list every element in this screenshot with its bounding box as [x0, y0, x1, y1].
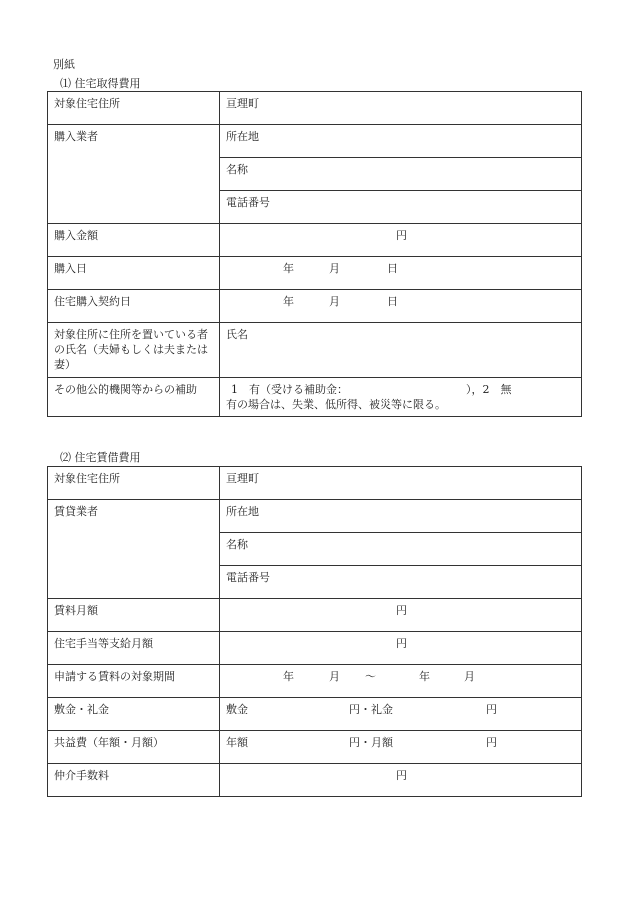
month-unit: 月	[329, 295, 340, 308]
yen-unit: 円	[396, 769, 407, 782]
vendor-location-field[interactable]: 所在地	[220, 125, 582, 158]
monthly-rent-field[interactable]	[220, 599, 582, 632]
resident-name-field[interactable]: 氏名	[220, 323, 582, 378]
landlord-label: 賃貸業者	[48, 500, 220, 599]
subsidy-yes-option: 1 有（受ける補助金：	[231, 383, 348, 396]
purchase-date-label: 購入日	[48, 257, 220, 290]
day-unit: 日	[387, 262, 398, 275]
end-year-unit: 年	[419, 670, 430, 683]
rental-address-label: 対象住宅住所	[48, 467, 220, 500]
landlord-phone-field[interactable]: 電話番号	[220, 566, 582, 599]
section1-title: ⑴ 住宅取得費用	[60, 77, 141, 90]
address-label: 対象住宅住所	[48, 92, 220, 125]
yen-unit: 円	[486, 703, 497, 716]
subsidy-field[interactable]	[220, 378, 582, 417]
key-money-text: 円・礼金	[349, 703, 393, 716]
section2-title: ⑵ 住宅賃借費用	[60, 451, 141, 464]
purchase-amount-field[interactable]	[220, 224, 582, 257]
monthly-text: 円・月額	[349, 736, 393, 749]
yen-unit: 円	[396, 604, 407, 617]
vendor-name-field[interactable]: 名称	[220, 158, 582, 191]
deposit-field[interactable]	[220, 698, 582, 731]
common-fee-label: 共益費（年額・月額）	[48, 731, 220, 764]
housing-rental-table	[47, 466, 582, 797]
housing-acquisition-table	[47, 91, 582, 417]
landlord-location-field[interactable]: 所在地	[220, 500, 582, 533]
purchase-amount-label: 購入金額	[48, 224, 220, 257]
annual-text: 年額	[226, 736, 248, 749]
month-unit: 月	[329, 262, 340, 275]
subsidy-note: 有の場合は、失業、低所得、被災等に限る。	[226, 398, 446, 411]
deposit-label: 敷金・礼金	[48, 698, 220, 731]
deposit-text: 敷金	[226, 703, 248, 716]
subsidy-no-option: ），2 無	[466, 383, 512, 396]
rental-address-field[interactable]: 亘理町	[220, 467, 582, 500]
attachment-label: 別紙	[53, 58, 75, 71]
start-month-unit: 月	[329, 670, 340, 683]
resident-label: 対象住所に住所を置いている者の氏名（夫婦もしくは夫または妻）	[48, 323, 220, 378]
address-field[interactable]: 亘理町	[220, 92, 582, 125]
tilde-separator: 〜	[365, 670, 376, 683]
yen-unit: 円	[486, 736, 497, 749]
subsidy-label: その他公的機関等からの補助	[48, 378, 220, 417]
contract-date-label: 住宅購入契約日	[48, 290, 220, 323]
yen-unit: 円	[396, 637, 407, 650]
purchase-date-field[interactable]	[220, 257, 582, 290]
period-field[interactable]	[220, 665, 582, 698]
contract-date-field[interactable]	[220, 290, 582, 323]
yen-unit: 円	[396, 229, 407, 242]
vendor-phone-field[interactable]: 電話番号	[220, 191, 582, 224]
allowance-field[interactable]	[220, 632, 582, 665]
vendor-label: 購入業者	[48, 125, 220, 224]
monthly-rent-label: 賃料月額	[48, 599, 220, 632]
broker-fee-label: 仲介手数料	[48, 764, 220, 797]
broker-fee-field[interactable]	[220, 764, 582, 797]
year-unit: 年	[283, 295, 294, 308]
allowance-label: 住宅手当等支給月額	[48, 632, 220, 665]
start-year-unit: 年	[283, 670, 294, 683]
end-month-unit: 月	[464, 670, 475, 683]
day-unit: 日	[387, 295, 398, 308]
landlord-name-field[interactable]: 名称	[220, 533, 582, 566]
period-label: 申請する賃料の対象期間	[48, 665, 220, 698]
common-fee-field[interactable]	[220, 731, 582, 764]
year-unit: 年	[283, 262, 294, 275]
